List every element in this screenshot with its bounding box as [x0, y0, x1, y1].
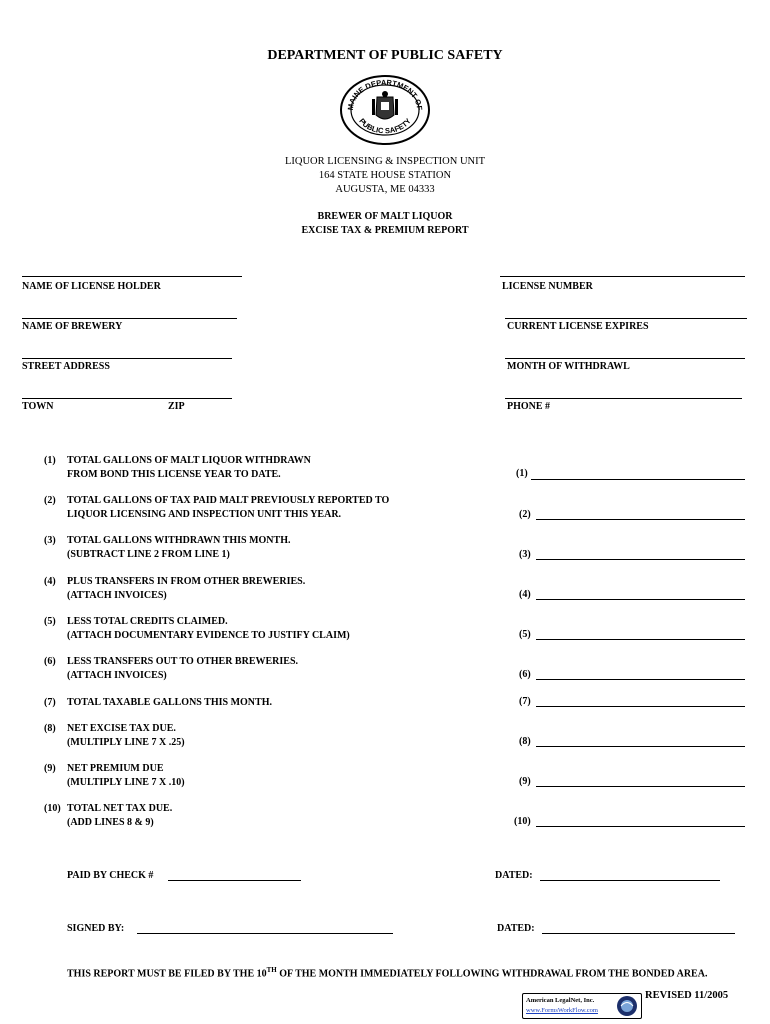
- license-holder-label: NAME OF LICENSE HOLDER: [22, 281, 161, 292]
- check-number-input[interactable]: [168, 880, 301, 881]
- line-item-8: [44, 722, 185, 749]
- license-number-field[interactable]: [500, 276, 745, 277]
- license-expires-label: CURRENT LICENSE EXPIRES: [507, 321, 649, 332]
- town-zip-field[interactable]: [22, 398, 232, 399]
- line-item-5: [44, 615, 350, 642]
- phone-field[interactable]: [505, 398, 742, 399]
- item-number: (10): [44, 803, 61, 814]
- state-seal-icon: [339, 75, 431, 145]
- unit-name: LIQUOR LICENSING & INSPECTION UNIT: [284, 156, 486, 167]
- line-ref-4: (4): [519, 589, 531, 600]
- signature-date-input[interactable]: [542, 933, 735, 934]
- street-address-field[interactable]: [22, 358, 232, 359]
- item-text: (SUBTRACT LINE 2 FROM LINE 1): [67, 548, 230, 560]
- item-text: (MULTIPLY LINE 7 X .25): [67, 736, 185, 748]
- item-text: LESS TOTAL CREDITS CLAIMED.: [67, 616, 228, 627]
- street-address-label: STREET ADDRESS: [22, 361, 110, 372]
- item-text: (ATTACH INVOICES): [67, 589, 167, 601]
- line-ref-5: (5): [519, 629, 531, 640]
- item-text: NET EXCISE TAX DUE.: [67, 723, 176, 734]
- item-number: (5): [44, 616, 56, 627]
- item-text: TOTAL NET TAX DUE.: [67, 803, 173, 814]
- filing-notice: [67, 963, 727, 981]
- line-item-4: [44, 575, 305, 602]
- line-ref-10: (10): [514, 816, 531, 827]
- line-item-7: [44, 696, 272, 710]
- item-number: (7): [44, 697, 56, 708]
- line-item-10: [44, 802, 172, 829]
- item-number: (8): [44, 723, 56, 734]
- item-number: (4): [44, 576, 56, 587]
- line-8-input[interactable]: [536, 746, 745, 747]
- notice-text: OF THE MONTH IMMEDIATELY FOLLOWING WITHDRAWAL FROM THE BONDED AREA.: [276, 968, 708, 980]
- item-text: (ATTACH DOCUMENTARY EVIDENCE TO JUSTIFY CLAIM): [67, 629, 350, 641]
- american-legalnet-logo[interactable]: [522, 993, 642, 1019]
- line-10-input[interactable]: [536, 826, 745, 827]
- check-date-input[interactable]: [540, 880, 720, 881]
- item-text: (ATTACH INVOICES): [67, 669, 167, 681]
- logo-name: American LegalNet, Inc.: [526, 997, 595, 1004]
- item-text: (MULTIPLY LINE 7 X .10): [67, 776, 185, 788]
- item-text: LESS TRANSFERS OUT TO OTHER BREWERIES.: [67, 656, 299, 667]
- line-6-input[interactable]: [536, 679, 745, 680]
- line-1-input[interactable]: [531, 479, 745, 480]
- globe-icon: [616, 995, 638, 1017]
- unit-city: AUGUSTA, ME 04333: [335, 184, 435, 195]
- item-text: TOTAL TAXABLE GALLONS THIS MONTH.: [67, 697, 272, 708]
- line-ref-6: (6): [519, 669, 531, 680]
- zip-label: ZIP: [168, 401, 185, 412]
- page-title: DEPARTMENT OF PUBLIC SAFETY: [267, 48, 503, 63]
- item-text: TOTAL GALLONS WITHDRAWN THIS MONTH.: [67, 535, 291, 546]
- line-7-input[interactable]: [536, 706, 745, 707]
- item-number: (2): [44, 495, 56, 506]
- item-number: (9): [44, 763, 56, 774]
- svg-text:PUBLIC SAFETY: PUBLIC SAFETY: [357, 116, 413, 136]
- line-3-input[interactable]: [536, 559, 745, 560]
- paid-by-check-label: PAID BY CHECK #: [67, 870, 154, 881]
- unit-address: 164 STATE HOUSE STATION: [318, 170, 452, 181]
- month-withdrawl-field[interactable]: [505, 358, 745, 359]
- line-9-input[interactable]: [536, 786, 745, 787]
- item-text: TOTAL GALLONS OF MALT LIQUOR WITHDRAWN: [67, 455, 311, 466]
- item-text: (ADD LINES 8 & 9): [67, 816, 154, 828]
- item-text: LIQUOR LICENSING AND INSPECTION UNIT THIS YEAR.: [67, 508, 342, 520]
- item-text: NET PREMIUM DUE: [67, 763, 164, 774]
- line-ref-3: (3): [519, 549, 531, 560]
- line-2-input[interactable]: [536, 519, 745, 520]
- line-4-input[interactable]: [536, 599, 745, 600]
- report-subtitle: EXCISE TAX & PREMIUM REPORT: [301, 225, 469, 236]
- notice-superscript: TH: [266, 966, 277, 974]
- license-expires-field[interactable]: [505, 318, 747, 319]
- item-text: FROM BOND THIS LICENSE YEAR TO DATE.: [67, 468, 281, 480]
- line-ref-2: (2): [519, 509, 531, 520]
- svg-text:MAINE DEPARTMENT OF: MAINE DEPARTMENT OF: [345, 77, 425, 111]
- line-item-3: [44, 534, 290, 561]
- item-number: (3): [44, 535, 56, 546]
- line-item-9: [44, 762, 185, 789]
- revised-date: REVISED 11/2005: [645, 990, 729, 1001]
- signed-by-label: SIGNED BY:: [67, 923, 125, 934]
- line-item-2: [44, 494, 389, 521]
- license-holder-field[interactable]: [22, 276, 242, 277]
- phone-label: PHONE #: [507, 401, 551, 412]
- notice-text: THIS REPORT MUST BE FILED BY THE 10: [67, 968, 267, 980]
- logo-url: www.FormsWorkFlow.com: [526, 1007, 598, 1014]
- line-ref-9: (9): [519, 776, 531, 787]
- signature-input[interactable]: [137, 933, 393, 934]
- line-5-input[interactable]: [536, 639, 745, 640]
- line-item-6: [44, 655, 298, 682]
- item-number: (6): [44, 656, 56, 667]
- dated-label-1: DATED:: [495, 870, 533, 881]
- line-ref-7: (7): [519, 696, 531, 707]
- item-number: (1): [44, 455, 56, 466]
- license-number-label: LICENSE NUMBER: [502, 281, 593, 292]
- item-text: PLUS TRANSFERS IN FROM OTHER BREWERIES.: [67, 576, 306, 587]
- line-ref-1: (1): [516, 468, 528, 479]
- month-withdrawl-label: MONTH OF WITHDRAWL: [507, 361, 630, 372]
- line-ref-8: (8): [519, 736, 531, 747]
- dated-label-2: DATED:: [497, 923, 535, 934]
- line-item-1: [44, 454, 311, 481]
- item-text: TOTAL GALLONS OF TAX PAID MALT PREVIOUSLY REPORTED TO: [67, 495, 390, 506]
- brewery-name-field[interactable]: [22, 318, 237, 319]
- report-title: BREWER OF MALT LIQUOR: [317, 211, 453, 222]
- town-label: TOWN: [22, 401, 54, 412]
- brewery-name-label: NAME OF BREWERY: [22, 321, 123, 332]
